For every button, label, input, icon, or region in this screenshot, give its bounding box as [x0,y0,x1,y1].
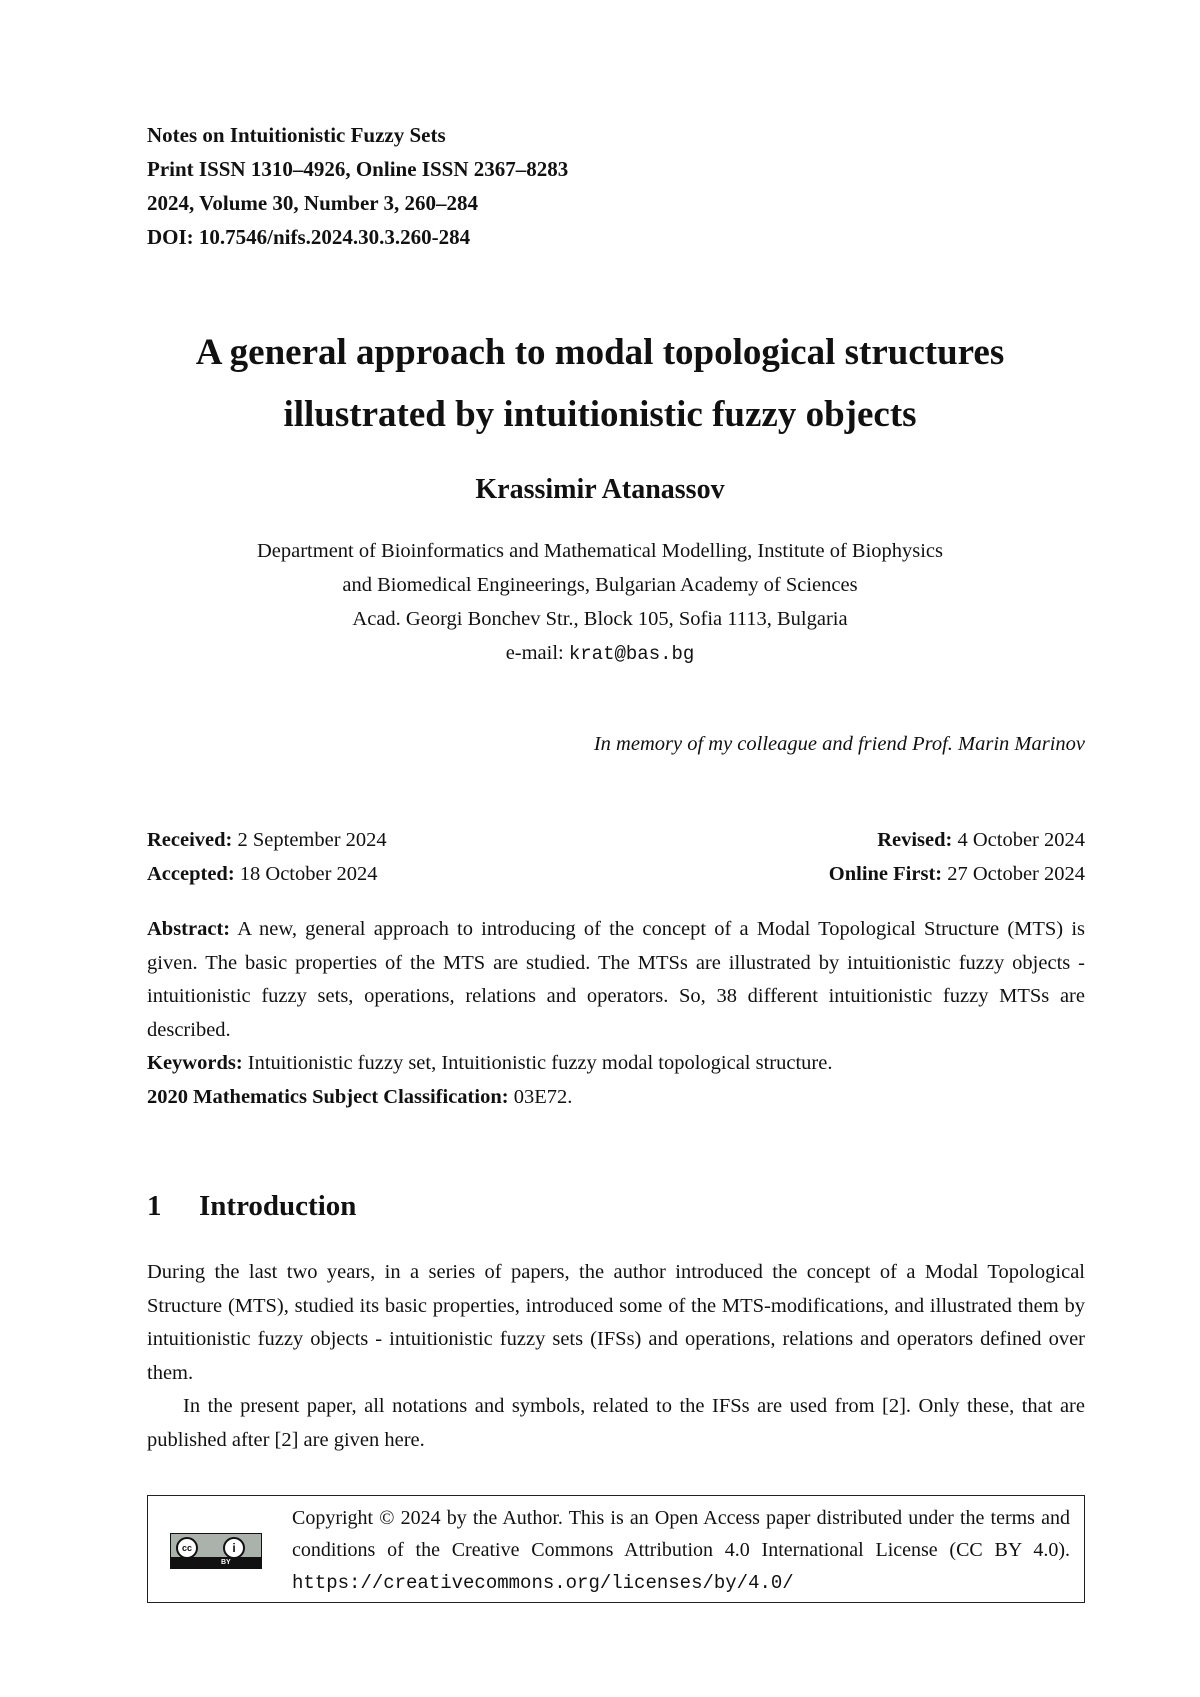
author-affiliation [100,534,1100,671]
accepted-value: 18 October 2024 [239,863,378,885]
journal-header [147,118,568,254]
section-heading [147,1190,356,1223]
affiliation-line-1: Department of Bioinformatics and Mathematical Modelling, Institute of Biophysics [256,540,944,562]
revised-date [877,823,1085,857]
journal-doi: DOI: 10.7546/nifs.2024.30.3.260-284 [147,225,471,249]
email-link[interactable]: krat@bas.bg [568,643,695,665]
journal-name: Notes on Intuitionistic Fuzzy Sets [147,123,446,147]
affiliation-line-3: Acad. Georgi Bonchev Str., Block 105, Sofia 1113, Bulgaria [352,608,848,630]
received-label: Received: [147,829,233,851]
online-first-value: 27 October 2024 [947,863,1085,885]
paragraph: During the last two years, in a series of papers, the author introduced the concept of a Modal Topological Structure (MTS), studied its basic properties, introduced some of the MTS-modifications, and illustrated them by intuitionistic fuzzy objects - intuitionistic fuzzy sets (IFSs) and operations, relations and operators defined over them. [147,1261,1085,1384]
revised-value: 4 October 2024 [957,829,1085,851]
cc-by-icon [170,1533,262,1569]
copyright-text: Copyright © 2024 by the Author. This is an Open Access paper distributed under the terms and conditions of the Creative Commons Attribution 4.0 International License (CC BY 4.0). [292,1507,1070,1561]
attribution-icon: i [223,1537,245,1559]
affiliation-line-2: and Biomedical Engineerings, Bulgarian Academy of Sciences [342,574,858,596]
msc-label: 2020 Mathematics Subject Classification: [147,1085,509,1108]
keywords-label: Keywords: [147,1052,243,1074]
author-name: Krassimir Atanassov [475,474,725,505]
abstract-block [147,913,1085,1114]
license-text [292,1502,1070,1599]
license-box [147,1495,1085,1603]
abstract-text: A new, general approach to introducing of the concept of a Modal Topological Structure (MTS) is given. The basic properties of the MTS are studied. The MTSs are illustrated by intuitionistic fuzzy objects - intuitionistic fuzzy sets, operations, relations and operators. So, 38 different intuitionistic fuzzy MTSs are described. [147,918,1085,1041]
cc-icon: cc [176,1537,198,1559]
license-url[interactable]: https://creativecommons.org/licenses/by/4.0/ [292,1572,794,1594]
online-first-date [829,857,1085,891]
email-label: e-mail: [505,642,564,664]
accepted-label: Accepted: [147,863,235,885]
title-line-2: illustrated by intuitionistic fuzzy objects [283,394,917,435]
section-number: 1 [147,1190,162,1222]
accepted-date [147,857,378,891]
abstract [147,913,1085,1047]
journal-issn: Print ISSN 1310–4926, Online ISSN 2367–8283 [147,157,569,181]
introduction-body [147,1256,1085,1457]
online-first-label: Online First: [828,863,943,885]
paragraph: In the present paper, all notations and symbols, related to the IFSs are used from [2]. Only these, that are published after [2] are given here. [147,1395,1085,1451]
msc-value: 03E72. [513,1085,573,1108]
abstract-label: Abstract: [147,918,231,940]
received-date [147,823,387,857]
msc [147,1081,1085,1115]
keywords [147,1047,1085,1081]
revised-label: Revised: [877,829,953,851]
keywords-text: Intuitionistic fuzzy set, Intuitionistic fuzzy modal topological structure. [247,1052,833,1074]
title-line-1: A general approach to modal topological structures [195,332,1005,373]
publication-dates [147,823,1085,891]
journal-volume: 2024, Volume 30, Number 3, 260–284 [147,191,478,215]
dedication: In memory of my colleague and friend Prof. Marin Marinov [593,733,1085,755]
by-label: BY [221,1559,231,1566]
paper-title [100,322,1100,446]
section-title: Introduction [199,1190,357,1222]
email-line [100,636,1100,671]
received-value: 2 September 2024 [237,829,387,851]
